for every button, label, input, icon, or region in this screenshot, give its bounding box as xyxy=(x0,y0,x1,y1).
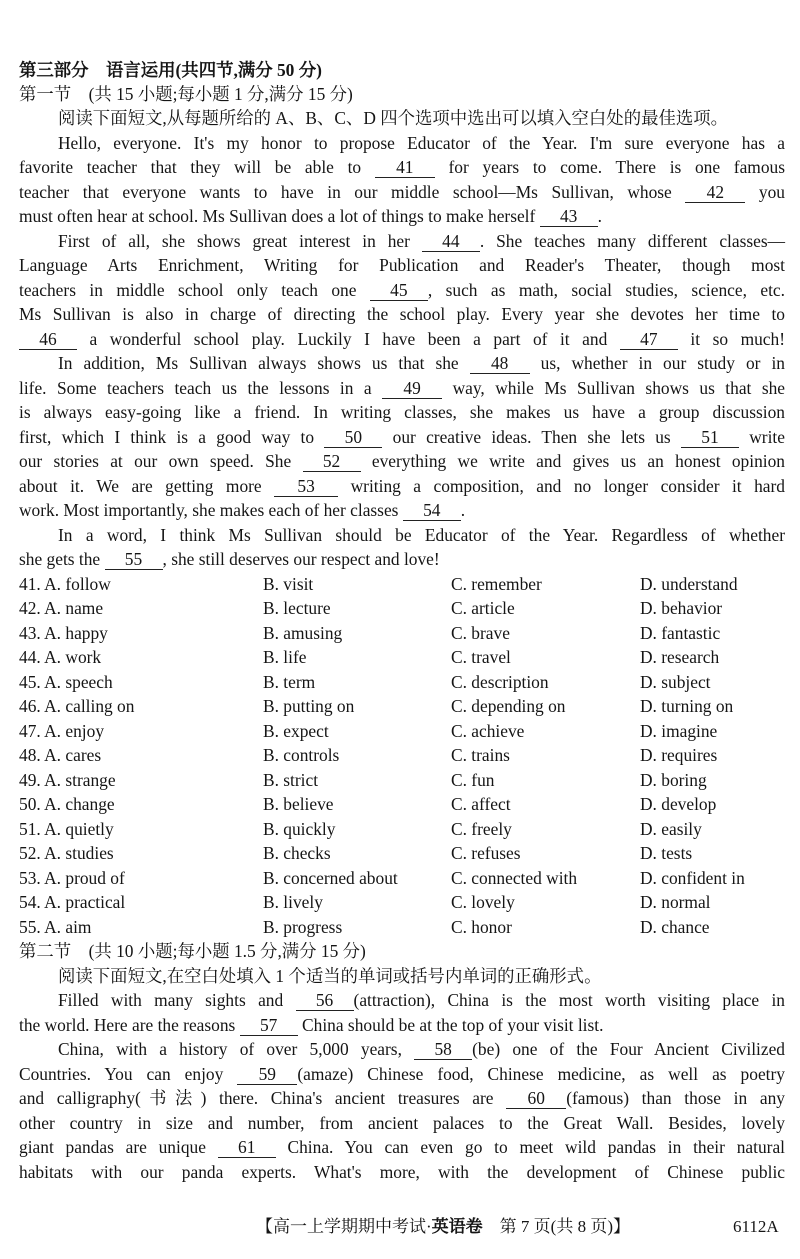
passage1-line: First of all, she shows great interest in her 44 . She teaches many different classes— xyxy=(58,231,785,251)
passage1-line: first, which I think is a good way to 50 our creative ideas. Then she lets us 51 write xyxy=(19,427,785,447)
option-d[interactable]: D. boring xyxy=(640,770,707,790)
passage1-line: our stories at our own speed. She 52 everything we write and gives us an honest opinion xyxy=(19,451,786,471)
option-a[interactable]: 50. A. change xyxy=(19,794,115,814)
option-c[interactable]: C. freely xyxy=(451,819,512,839)
option-d[interactable]: D. understand xyxy=(640,574,738,594)
option-c[interactable]: C. refuses xyxy=(451,843,521,863)
option-a[interactable]: 55. A. aim xyxy=(19,917,92,937)
blank-50[interactable]: 50 xyxy=(324,428,382,448)
option-d[interactable]: D. behavior xyxy=(640,598,723,618)
passage1-line: about it. We are getting more 53 writing a composition, and no longer consider it hard xyxy=(19,476,785,496)
section2-instruction: 阅读下面短文,在空白处填入 1 个适当的单词或括号内单词的正确形式。 xyxy=(58,966,602,986)
option-a[interactable]: 47. A. enjoy xyxy=(19,721,105,741)
option-d[interactable]: D. develop xyxy=(640,794,717,814)
blank-58[interactable]: 58 xyxy=(414,1040,472,1060)
passage2-line: other country in size and number, from ancient palaces to the Great Wall. Besides, lovely xyxy=(19,1113,785,1133)
option-b[interactable]: B. controls xyxy=(263,745,340,765)
option-c[interactable]: C. depending on xyxy=(451,696,566,716)
blank-42[interactable]: 42 xyxy=(685,183,745,203)
passage1-line: work. Most importantly, she makes each of her classes 54 . xyxy=(19,500,466,520)
footer-code: 6112A xyxy=(733,1217,779,1236)
passage1-line: life. Some teachers teach us the lessons in a 49 way, while Ms Sullivan shows us that she xyxy=(19,378,786,398)
option-c[interactable]: C. article xyxy=(451,598,515,618)
option-b[interactable]: B. believe xyxy=(263,794,334,814)
option-d[interactable]: D. confident in xyxy=(640,868,745,888)
passage1-line: teacher that everyone wants to have in our middle school—Ms Sullivan, whose 42 you xyxy=(19,182,785,202)
footer-page-number: 第 7 页(共 8 页)】 xyxy=(482,1217,630,1236)
option-b[interactable]: B. concerned about xyxy=(263,868,398,888)
option-d[interactable]: D. requires xyxy=(640,745,718,765)
option-b[interactable]: B. progress xyxy=(263,917,343,937)
option-b[interactable]: B. strict xyxy=(263,770,319,790)
passage2-line: and calligraphy(书法) there. China's ancient treasures are 60 (famous) than those in any xyxy=(19,1088,785,1108)
option-a[interactable]: 44. A. work xyxy=(19,647,102,667)
option-c[interactable]: C. honor xyxy=(451,917,512,937)
passage2-line: habitats with our panda experts. What's more, with the development of Chinese public xyxy=(19,1162,785,1182)
blank-56[interactable]: 56 xyxy=(296,991,354,1011)
passage2-line: China, with a history of over 5,000 years, 58 (be) one of the Four Ancient Civilized xyxy=(58,1039,785,1059)
blank-49[interactable]: 49 xyxy=(382,379,442,399)
option-a[interactable]: 43. A. happy xyxy=(19,623,108,643)
option-a[interactable]: 52. A. studies xyxy=(19,843,114,863)
section1-heading: 第一节 (共 15 小题;每小题 1 分,满分 15 分) xyxy=(19,84,353,104)
option-a[interactable]: 48. A. cares xyxy=(19,745,102,765)
option-b[interactable]: B. lively xyxy=(263,892,323,912)
option-c[interactable]: C. connected with xyxy=(451,868,578,888)
blank-46[interactable]: 46 xyxy=(19,330,77,350)
blank-57[interactable]: 57 xyxy=(240,1016,298,1036)
blank-45[interactable]: 45 xyxy=(370,281,428,301)
option-c[interactable]: C. brave xyxy=(451,623,510,643)
blank-43[interactable]: 43 xyxy=(540,207,598,227)
blank-60[interactable]: 60 xyxy=(506,1089,566,1109)
passage1-line: Language Arts Enrichment, Writing for Publication and Reader's Theater, though most xyxy=(19,255,785,275)
passage1-line: In a word, I think Ms Sullivan should be Educator of the Year. Regardless of whether xyxy=(58,525,785,545)
option-a[interactable]: 46. A. calling on xyxy=(19,696,135,716)
option-a[interactable]: 51. A. quietly xyxy=(19,819,114,839)
option-d[interactable]: D. easily xyxy=(640,819,702,839)
option-d[interactable]: D. normal xyxy=(640,892,711,912)
option-d[interactable]: D. research xyxy=(640,647,720,667)
option-a[interactable]: 42. A. name xyxy=(19,598,104,618)
passage1-line: must often hear at school. Ms Sullivan does a lot of things to make herself 43 . xyxy=(19,206,603,226)
passage1-line: Ms Sullivan is also in charge of directing the school play. Every year she devotes her time to xyxy=(19,304,785,324)
option-b[interactable]: B. term xyxy=(263,672,316,692)
footer-label: 【高一上学期期中考试·英语卷 第 7 页(共 8 页)】 xyxy=(256,1217,630,1236)
option-d[interactable]: D. chance xyxy=(640,917,710,937)
option-c[interactable]: C. trains xyxy=(451,745,510,765)
option-c[interactable]: C. fun xyxy=(451,770,495,790)
passage2-line: Countries. You can enjoy 59 (amaze) Chinese food, Chinese medicine, as well as poetry xyxy=(19,1064,785,1084)
blank-53[interactable]: 53 xyxy=(274,477,338,497)
page-footer xyxy=(0,1214,800,1240)
option-b[interactable]: B. quickly xyxy=(263,819,336,839)
passage1-line: In addition, Ms Sullivan always shows us that she 48 us, whether in our study or in xyxy=(58,353,785,373)
passage2-line: the world. Here are the reasons 57 China should be at the top of your visit list. xyxy=(19,1015,604,1035)
passage2-line: Filled with many sights and 56 (attraction), China is the most worth visiting place in xyxy=(58,990,785,1010)
blank-41[interactable]: 41 xyxy=(375,158,435,178)
option-a[interactable]: 54. A. practical xyxy=(19,892,126,912)
option-d[interactable]: D. imagine xyxy=(640,721,718,741)
blank-51[interactable]: 51 xyxy=(681,428,739,448)
option-b[interactable]: B. putting on xyxy=(263,696,355,716)
option-d[interactable]: D. subject xyxy=(640,672,711,692)
blank-44[interactable]: 44 xyxy=(422,232,480,252)
passage1-line: favorite teacher that they will be able to 41 for years to come. There is one famous xyxy=(19,157,785,177)
option-a[interactable]: 53. A. proud of xyxy=(19,868,125,888)
blank-47[interactable]: 47 xyxy=(620,330,678,350)
option-a[interactable]: 45. A. speech xyxy=(19,672,113,692)
blank-61[interactable]: 61 xyxy=(218,1138,276,1158)
option-b[interactable]: B. lecture xyxy=(263,598,331,618)
option-c[interactable]: C. lovely xyxy=(451,892,515,912)
passage2-line: giant pandas are unique 61 China. You can even go to meet wild pandas in their natural xyxy=(19,1137,785,1157)
option-c[interactable]: C. description xyxy=(451,672,549,692)
passage1-line: teachers in middle school only teach one 45 , such as math, social studies, science, etc. xyxy=(19,280,785,300)
blank-52[interactable]: 52 xyxy=(303,452,361,472)
option-b[interactable]: B. expect xyxy=(263,721,329,741)
option-b[interactable]: B. checks xyxy=(263,843,331,863)
blank-55[interactable]: 55 xyxy=(105,550,163,570)
option-c[interactable]: C. travel xyxy=(451,647,511,667)
blank-48[interactable]: 48 xyxy=(470,354,530,374)
passage1-line: 46 a wonderful school play. Luckily I have been a part of it and 47 it so much! xyxy=(19,327,785,351)
passage1-line: Hello, everyone. It's my honor to propose Educator of the Year. I'm sure everyone has a xyxy=(58,133,785,153)
option-a[interactable]: 41. A. follow xyxy=(19,574,111,594)
option-d[interactable]: D. tests xyxy=(640,843,693,863)
option-c[interactable]: C. achieve xyxy=(451,721,525,741)
section1-instruction: 阅读下面短文,从每题所给的 A、B、C、D 四个选项中选出可以填入空白处的最佳选项。 xyxy=(58,108,729,128)
part-heading: 第三部分 语言运用(共四节,满分 50 分) xyxy=(19,60,322,80)
option-b[interactable]: B. amusing xyxy=(263,623,343,643)
option-d[interactable]: D. turning on xyxy=(640,696,734,716)
footer-subject: 英语卷 xyxy=(431,1217,483,1236)
passage1-line: is always easy-going like a friend. In writing classes, she makes us have a group discussion xyxy=(19,402,785,422)
passage1-line: she gets the 55 , she still deserves our respect and love! xyxy=(19,549,440,569)
blank-54[interactable]: 54 xyxy=(403,501,461,521)
option-b[interactable]: B. life xyxy=(263,647,307,667)
blank-59[interactable]: 59 xyxy=(237,1065,297,1085)
option-c[interactable]: C. remember xyxy=(451,574,542,594)
option-c[interactable]: C. affect xyxy=(451,794,511,814)
option-b[interactable]: B. visit xyxy=(263,574,314,594)
section2-heading: 第二节 (共 10 小题;每小题 1.5 分,满分 15 分) xyxy=(19,941,366,961)
option-d[interactable]: D. fantastic xyxy=(640,623,721,643)
option-a[interactable]: 49. A. strange xyxy=(19,770,116,790)
